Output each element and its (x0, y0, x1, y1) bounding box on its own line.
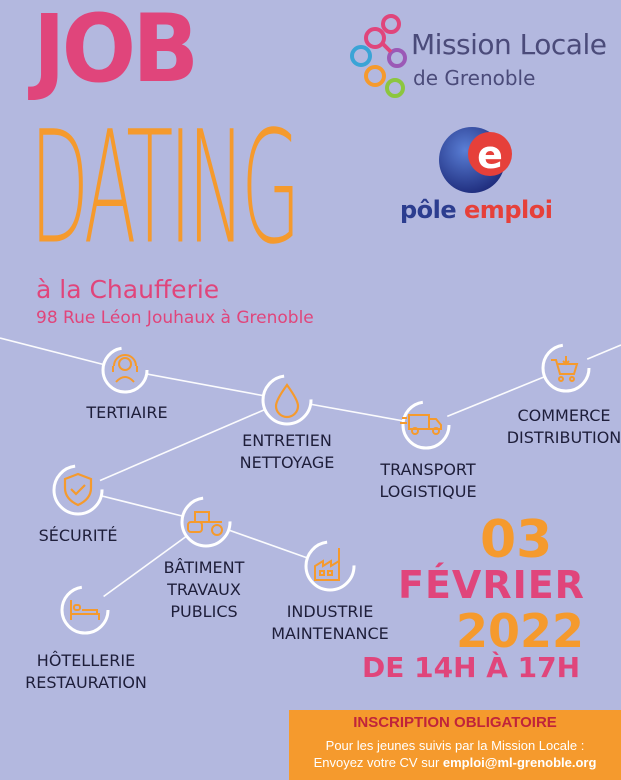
sector-entretien (232, 430, 342, 474)
mission-locale-logo-icon (345, 10, 409, 100)
sector-label: SÉCURITÉ (38, 526, 118, 545)
sector-industrie (268, 601, 392, 645)
sector-commerce (505, 405, 621, 449)
registration-title: INSCRIPTION OBLIGATOIRE (353, 714, 557, 731)
node-commerce (543, 345, 589, 391)
sector-label: PUBLICS (170, 602, 238, 621)
pole-emploi-logo-icon (432, 122, 522, 194)
sector-btp (152, 557, 256, 623)
event-day: 03 (480, 510, 553, 570)
mission-locale-name: Mission Locale (411, 28, 607, 61)
node-securite (54, 466, 102, 514)
event-hours: DE 14H À 17H (362, 651, 581, 684)
sector-label: NETTOYAGE (239, 453, 335, 472)
node-btp (182, 498, 230, 546)
sector-label: COMMERCE (517, 406, 611, 425)
registration-cv-prefix: Envoyez votre CV sur (313, 755, 443, 770)
registration-cv-line (289, 755, 621, 770)
sector-label: HÔTELLERIE (36, 651, 136, 670)
sector-label: LOGISTIQUE (379, 482, 477, 501)
sector-transport (372, 459, 484, 503)
title-dating: DATING (30, 97, 297, 279)
sector-label: MAINTENANCE (271, 624, 389, 643)
node-transport (400, 402, 449, 448)
pole-emploi-part2: emploi (464, 196, 553, 224)
sector-label: TRAVAUX (167, 580, 241, 599)
node-industrie (306, 542, 354, 590)
venue-address: 98 Rue Léon Jouhaux à Grenoble (36, 308, 314, 328)
sector-tertiaire (80, 402, 174, 424)
registration-email-link[interactable]: emploi@ml-grenoble.org (442, 755, 597, 770)
sector-hotellerie (22, 650, 150, 694)
sector-label: TRANSPORT (380, 460, 476, 479)
node-hotellerie (62, 587, 108, 633)
pole-emploi-label (400, 196, 552, 224)
sector-label: BÂTIMENT (163, 558, 245, 577)
mission-locale-city: de Grenoble (413, 66, 536, 90)
venue-name: à la Chaufferie (36, 275, 220, 304)
sector-label: RESTAURATION (25, 673, 147, 692)
registration-info: Pour les jeunes suivis par la Mission Locale : (325, 738, 585, 753)
sector-label: INDUSTRIE (286, 602, 374, 621)
event-year: 2022 (456, 604, 585, 658)
pole-emploi-letter: e (477, 133, 503, 177)
title-job: JOB (33, 0, 196, 104)
event-month: FÉVRIER (398, 563, 585, 607)
pole-emploi-part1: pôle (400, 196, 457, 224)
node-entretien (263, 376, 311, 424)
sector-label: TERTIAIRE (86, 403, 168, 422)
sector-label: DISTRIBUTION (506, 428, 621, 447)
node-tertiaire (103, 348, 147, 392)
sector-securite (30, 525, 126, 547)
sector-label: ENTRETIEN (242, 431, 332, 450)
